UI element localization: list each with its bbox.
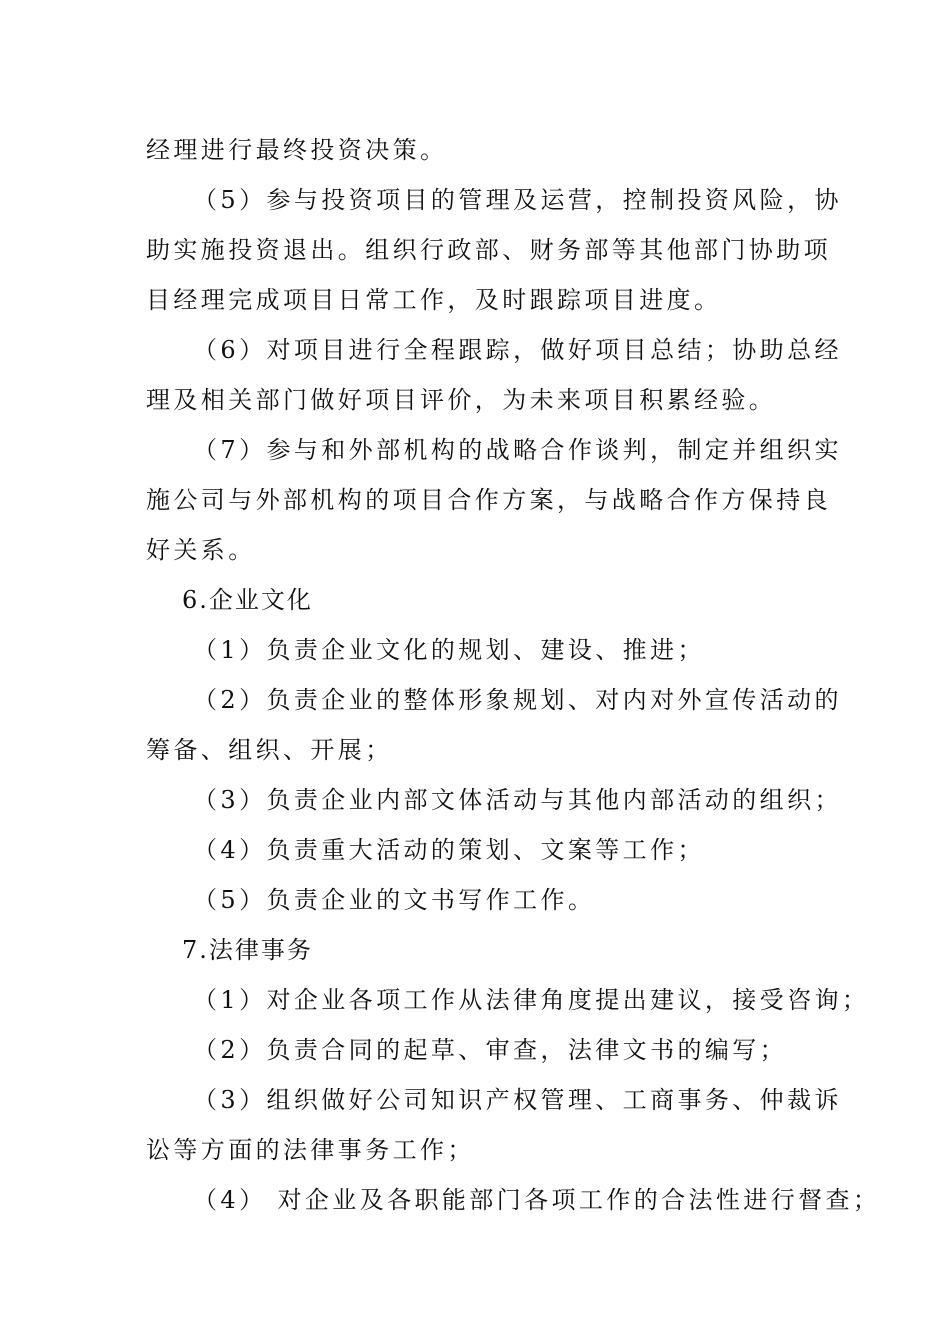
- paragraph-line: 目经理完成项目日常工作，及时跟踪项目进度。: [146, 286, 722, 314]
- paragraph-line: 筹备、组织、开展；: [146, 736, 393, 764]
- paragraph-line: 理及相关部门做好项目评价，为未来项目积累经验。: [146, 386, 777, 414]
- list-item: （1）负责企业文化的规划、建设、推进；: [193, 636, 705, 664]
- list-item: （4）负责重大活动的策划、文案等工作；: [193, 836, 705, 864]
- paragraph-line: 好关系。: [146, 536, 256, 564]
- list-item: （3）负责企业内部文体活动与其他内部活动的组织；: [193, 786, 842, 814]
- list-item: （3）组织做好公司知识产权管理、工商事务、仲裁诉: [193, 1086, 842, 1114]
- list-item: （2）负责合同的起草、审查，法律文书的编写；: [193, 1036, 788, 1064]
- paragraph-line: 经理进行最终投资决策。: [146, 136, 448, 164]
- section-heading: 6.企业文化: [182, 586, 313, 614]
- paragraph-line: （7）参与和外部机构的战略合作谈判，制定并组织实: [193, 436, 842, 464]
- list-item: （1）对企业各项工作从法律角度提出建议，接受咨询；: [193, 986, 870, 1014]
- paragraph-line: 助实施投资退出。组织行政部、财务部等其他部门协助项: [146, 236, 831, 264]
- paragraph-line: （6）对项目进行全程跟踪，做好项目总结；协助总经: [193, 336, 842, 364]
- paragraph-line: 施公司与外部机构的项目合作方案，与战略合作方保持良: [146, 486, 831, 514]
- list-item: （2）负责企业的整体形象规划、对内对外宣传活动的: [193, 686, 842, 714]
- section-heading: 7.法律事务: [182, 936, 313, 964]
- list-item: （4） 对企业及各职能部门各项工作的合法性进行督查；: [193, 1186, 881, 1214]
- paragraph-line: （5）参与投资项目的管理及运营，控制投资风险，协: [193, 186, 842, 214]
- paragraph-line: 讼等方面的法律事务工作；: [146, 1136, 475, 1164]
- list-item: （5）负责企业的文书写作工作。: [193, 886, 596, 914]
